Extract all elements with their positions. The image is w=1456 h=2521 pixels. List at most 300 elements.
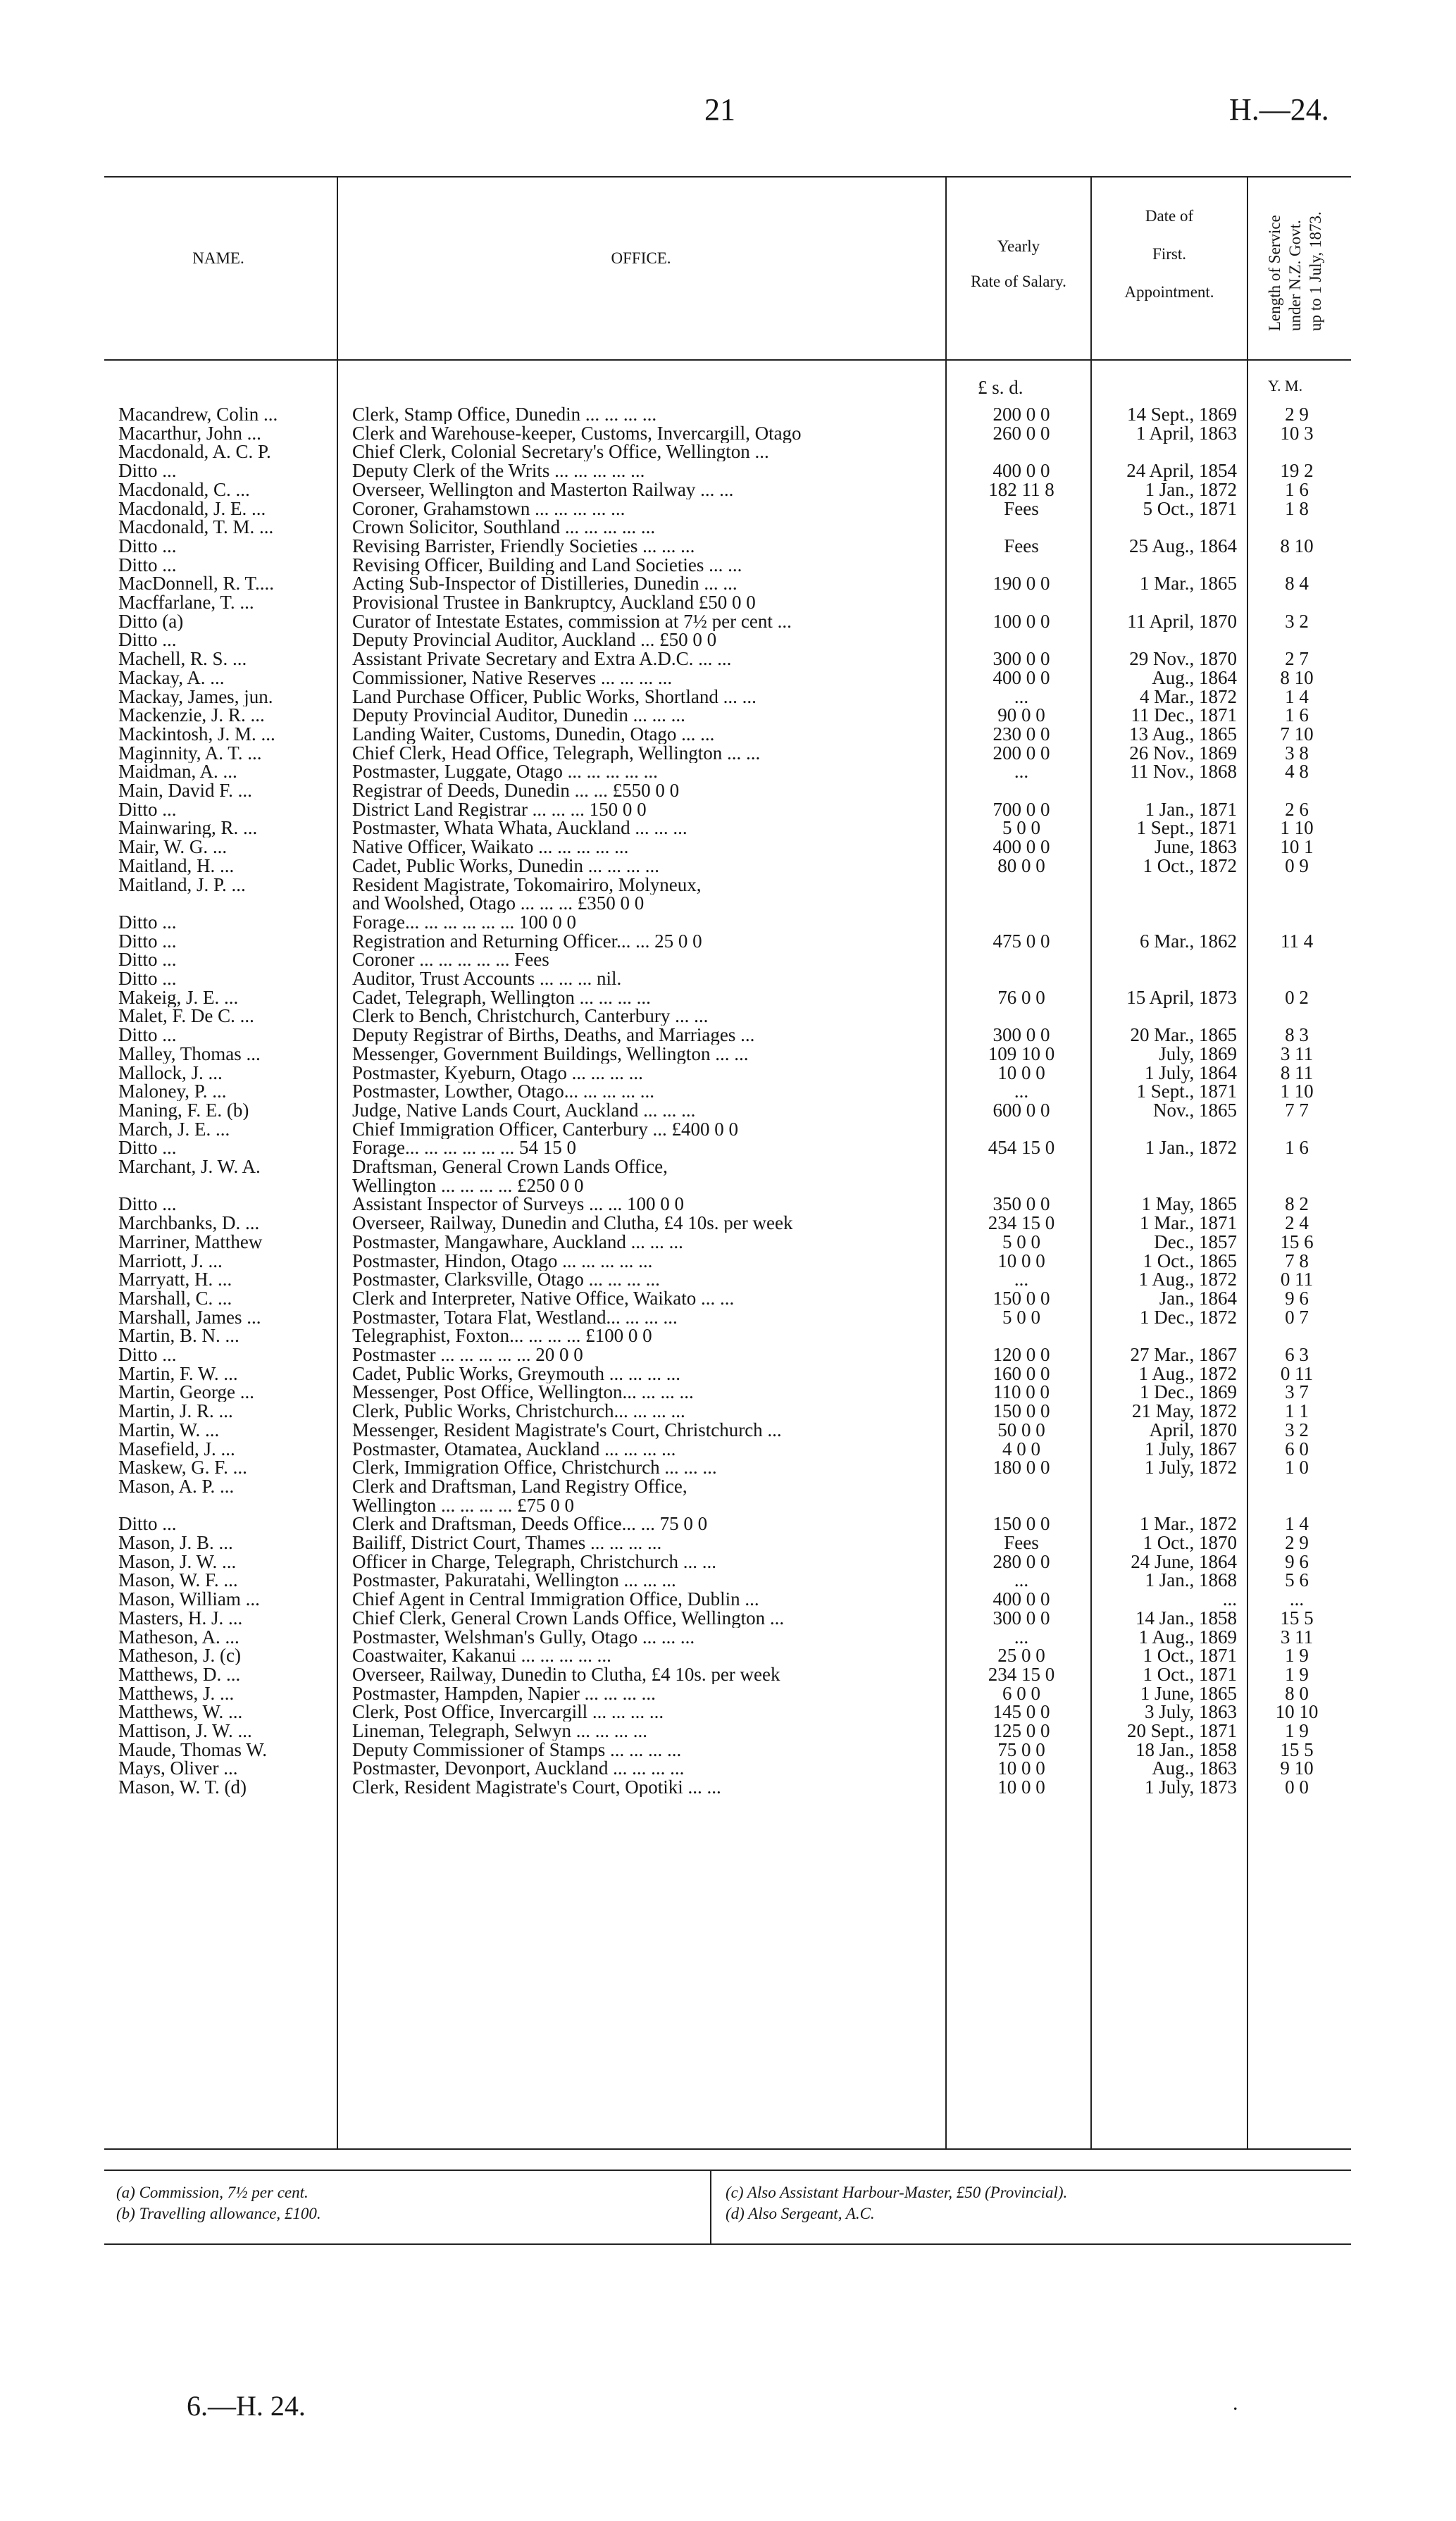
office-title: Postmaster, Devonport, Auckland ... ... ... ... <box>352 1759 685 1779</box>
employee-name: Martin, F. W. ... <box>118 1364 238 1383</box>
employee-name: Masefield, J. ... <box>118 1439 235 1459</box>
appointment-date: 1 May, 1865 <box>1141 1193 1237 1215</box>
table-row <box>0 574 1456 593</box>
employee-name: Macdonald, J. E. ... <box>118 499 266 518</box>
appointment-date: 1 July, 1873 <box>1144 1776 1237 1798</box>
table-row <box>0 1514 1456 1533</box>
table-row <box>0 1571 1456 1590</box>
office-title: Coroner, Grahamstown ... ... ... ... ... <box>352 499 626 518</box>
salary-value: Fees <box>1004 1532 1039 1553</box>
service-length: 0 11 <box>1280 1362 1314 1384</box>
appointment-date: 1 Aug., 1869 <box>1138 1626 1237 1648</box>
office-title: Cadet, Public Works, Greymouth ... ... ... ... <box>352 1364 681 1383</box>
salary-value: 300 0 0 <box>993 1024 1050 1046</box>
table-row <box>0 1364 1456 1383</box>
table-row <box>0 1552 1456 1571</box>
header-office: OFFICE. <box>611 249 671 267</box>
appointment-date: 1 Oct., 1865 <box>1143 1250 1237 1271</box>
appointment-date: Aug., 1863 <box>1152 1757 1237 1779</box>
office-title: Telegraphist, Foxton... ... ... ... £100 0 0 <box>352 1326 652 1346</box>
table-row <box>0 1440 1456 1459</box>
table-row <box>0 537 1456 556</box>
office-title: Chief Clerk, Head Office, Telegraph, Wellington ... ... <box>352 743 761 763</box>
appointment-date: July, 1869 <box>1159 1042 1237 1064</box>
employee-name: Ditto ... <box>118 799 177 819</box>
service-length: 1 9 <box>1285 1720 1309 1741</box>
office-title: Chief Clerk, Colonial Secretary's Office, Wellington ... <box>352 442 769 462</box>
appointment-date: 18 Jan., 1858 <box>1135 1738 1237 1760</box>
table-row <box>0 461 1456 480</box>
office-title: Postmaster, Hindon, Otago ... ... ... ... ... <box>352 1251 653 1271</box>
salary-value: 145 0 0 <box>993 1701 1050 1723</box>
office-title: Lineman, Telegraph, Selwyn ... ... ... ... <box>352 1722 648 1741</box>
footnote-d: (d) Also Sergeant, A.C. <box>726 2205 875 2222</box>
salary-value: 10 0 0 <box>997 1062 1045 1083</box>
office-title: Overseer, Railway, Dunedin and Clutha, £4 10s. per week <box>352 1214 793 1233</box>
table-row <box>0 781 1456 800</box>
employee-name: Macdonald, C. ... <box>118 480 250 499</box>
salary-value: 75 0 0 <box>997 1738 1045 1760</box>
service-length: 1 10 <box>1280 1081 1314 1102</box>
service-length: 3 7 <box>1285 1381 1309 1403</box>
appointment-date: 1 Sept., 1871 <box>1136 1081 1237 1102</box>
salary-value: 10 0 0 <box>997 1757 1045 1779</box>
salary-value: 234 15 0 <box>988 1663 1055 1685</box>
employee-name: Mackintosh, J. M. ... <box>118 724 275 744</box>
table-row <box>0 800 1456 819</box>
service-length: 0 9 <box>1285 854 1309 876</box>
time-units: Y. M. <box>1268 377 1303 394</box>
employee-name: Mason, W. T. (d) <box>118 1778 247 1798</box>
office-title: Forage... ... ... ... ... ... 54 15 0 <box>352 1138 576 1158</box>
office-title: Clerk, Immigration Office, Christchurch ... ... ... <box>352 1458 717 1478</box>
salary-value: 300 0 0 <box>993 1607 1050 1629</box>
office-title: Native Officer, Waikato ... ... ... ... ... <box>352 838 629 857</box>
footnote-a: (a) Commission, 7½ per cent. <box>116 2184 309 2201</box>
employee-name: Makeig, J. E. ... <box>118 988 239 1007</box>
employee-name: Mallock, J. ... <box>118 1063 223 1083</box>
employee-name: Ditto ... <box>118 536 177 556</box>
service-length: 1 9 <box>1285 1663 1309 1685</box>
appointment-date: 25 Aug., 1864 <box>1128 535 1237 556</box>
footnote-c: (c) Also Assistant Harbour-Master, £50 (Provincial). <box>726 2184 1068 2201</box>
service-length: 15 5 <box>1280 1607 1314 1629</box>
salary-value: 400 0 0 <box>993 666 1050 688</box>
service-length: 2 7 <box>1285 648 1309 670</box>
service-length: 10 3 <box>1280 422 1314 444</box>
salary-value: 260 0 0 <box>993 422 1050 444</box>
employee-name: Ditto ... <box>118 1345 177 1364</box>
service-length: 2 9 <box>1285 404 1309 425</box>
service-length: 19 2 <box>1280 460 1314 482</box>
salary-value: 475 0 0 <box>993 930 1050 952</box>
table-row <box>0 668 1456 687</box>
appointment-date: 1 Sept., 1871 <box>1136 817 1237 839</box>
service-length: 4 8 <box>1285 761 1309 783</box>
header-name: NAME. <box>192 249 244 267</box>
office-title: Assistant Inspector of Surveys ... ... 100 0 0 <box>352 1195 684 1214</box>
header-date-line3: Appointment. <box>1124 283 1214 301</box>
table-row <box>0 1270 1456 1289</box>
salary-value: 230 0 0 <box>993 723 1050 745</box>
employee-name: Machell, R. S. ... <box>118 649 247 669</box>
table-row <box>0 1252 1456 1271</box>
office-title: Wellington ... ... ... ... £250 0 0 <box>352 1176 584 1195</box>
header-salary-line1: Yearly <box>997 237 1040 255</box>
employee-name: Mackay, James, jun. <box>118 687 273 706</box>
table-row <box>0 1533 1456 1552</box>
appointment-date: 6 Mar., 1862 <box>1140 930 1237 952</box>
office-title: Bailiff, District Court, Thames ... ... ... ... <box>352 1533 662 1552</box>
office-title: Auditor, Trust Accounts ... ... ... nil. <box>352 969 622 988</box>
header-service-line3: up to 1 July, 1873. <box>1307 211 1324 331</box>
appointment-date: 1 Oct., 1872 <box>1143 854 1237 876</box>
salary-value: 6 0 0 <box>1002 1682 1040 1704</box>
employee-name: Masters, H. J. ... <box>118 1608 243 1628</box>
service-length: 0 0 <box>1285 1776 1309 1798</box>
appointment-date: 1 Jan., 1868 <box>1145 1569 1237 1591</box>
table-row <box>0 1082 1456 1101</box>
office-title: Registration and Returning Officer... ... 25 0 0 <box>352 931 702 951</box>
table-row <box>0 1703 1456 1722</box>
service-length: 0 2 <box>1285 986 1309 1008</box>
table-row <box>0 1007 1456 1026</box>
table-row <box>0 1383 1456 1402</box>
office-title: Clerk, Post Office, Invercargill ... ... ... ... <box>352 1703 664 1722</box>
salary-value: ... <box>1014 761 1029 783</box>
office-title: Deputy Clerk of the Writs ... ... ... ... ... <box>352 461 645 481</box>
stray-mark: . <box>1233 2391 1238 2415</box>
service-length: 8 0 <box>1285 1682 1309 1704</box>
appointment-date: 15 April, 1873 <box>1126 986 1237 1008</box>
appointment-date: 14 Sept., 1869 <box>1126 404 1237 425</box>
employee-name: Maitland, H. ... <box>118 856 235 876</box>
service-length: 1 4 <box>1285 1513 1309 1535</box>
appointment-date: 26 Nov., 1869 <box>1129 742 1237 764</box>
office-title: Clerk and Warehouse-keeper, Customs, Invercargill, Otago <box>352 423 802 443</box>
employee-name: Marriott, J. ... <box>118 1251 223 1271</box>
table-row <box>0 1778 1456 1797</box>
table-row <box>0 1458 1456 1477</box>
office-title: Postmaster ... ... ... ... ... 20 0 0 <box>352 1345 583 1364</box>
service-length: 6 3 <box>1285 1344 1309 1365</box>
appointment-date: 24 April, 1854 <box>1126 460 1237 482</box>
table-row <box>0 1233 1456 1252</box>
office-title: Draftsman, General Crown Lands Office, <box>352 1157 668 1176</box>
employee-name: Ditto ... <box>118 969 177 988</box>
appointment-date: April, 1870 <box>1149 1419 1237 1440</box>
table-row <box>0 1759 1456 1778</box>
appointment-date: 1 June, 1865 <box>1140 1682 1237 1704</box>
office-title: Postmaster, Luggate, Otago ... ... ... ... ... <box>352 762 658 782</box>
office-title: Registrar of Deeds, Dunedin ... ... £550 0 0 <box>352 781 680 800</box>
table-row <box>0 556 1456 575</box>
employee-name: Martin, J. R. ... <box>118 1402 233 1421</box>
appointment-date: Aug., 1864 <box>1152 666 1237 688</box>
header-salary-line2: Rate of Salary. <box>971 273 1066 290</box>
employee-name: Ditto ... <box>118 1195 177 1214</box>
header-salary <box>947 229 1090 299</box>
salary-value: 190 0 0 <box>993 573 1050 595</box>
footnote-bottom-rule <box>104 2243 1351 2245</box>
appointment-date: 20 Sept., 1871 <box>1126 1720 1237 1741</box>
appointment-date: Jan., 1864 <box>1159 1287 1237 1309</box>
appointment-date: 1 Jan., 1872 <box>1145 478 1237 500</box>
service-length: 11 4 <box>1280 930 1314 952</box>
office-title: Clerk, Public Works, Christchurch... ... ... ... <box>352 1402 685 1421</box>
table-row <box>0 612 1456 631</box>
employee-name: Mackay, A. ... <box>118 668 225 687</box>
footer-signature: 6.—H. 24. <box>187 2390 306 2422</box>
salary-value: 120 0 0 <box>993 1344 1050 1365</box>
table-row <box>0 969 1456 988</box>
office-title: Postmaster, Totara Flat, Westland... ... ... ... <box>352 1307 678 1327</box>
table-row <box>0 630 1456 649</box>
employee-name: Ditto ... <box>118 1514 177 1534</box>
table-row <box>0 499 1456 518</box>
appointment-date: 1 Jan., 1872 <box>1145 1137 1237 1159</box>
table-row <box>0 1308 1456 1327</box>
table-row <box>0 1628 1456 1647</box>
salary-value: 700 0 0 <box>993 798 1050 820</box>
service-length: 3 11 <box>1280 1626 1314 1648</box>
header-date-line2: First. <box>1152 245 1186 263</box>
office-title: Deputy Registrar of Births, Deaths, and Marriages ... <box>352 1026 755 1045</box>
employee-name: Mason, William ... <box>118 1590 260 1610</box>
salary-value: 150 0 0 <box>993 1513 1050 1535</box>
service-length: 8 10 <box>1280 666 1314 688</box>
service-length: 1 6 <box>1285 478 1309 500</box>
office-title: Clerk to Bench, Christchurch, Canterbury ... ... <box>352 1007 709 1026</box>
salary-value: 110 0 0 <box>993 1381 1050 1403</box>
table-row <box>0 1402 1456 1421</box>
employee-name: Malley, Thomas ... <box>118 1044 261 1064</box>
salary-value: 10 0 0 <box>997 1250 1045 1271</box>
header-rule <box>104 359 1351 361</box>
header-service-line1: Length of Service <box>1266 215 1283 331</box>
salary-value: 454 15 0 <box>988 1137 1055 1159</box>
employee-name: Maude, Thomas W. <box>118 1740 267 1760</box>
salary-value: 182 11 8 <box>988 478 1054 500</box>
service-length: 15 6 <box>1280 1231 1314 1252</box>
employee-name: Mason, W. F. ... <box>118 1571 238 1591</box>
office-title: Postmaster, Clarksville, Otago ... ... ... ... <box>352 1270 660 1290</box>
employee-name: Marshall, C. ... <box>118 1288 232 1308</box>
salary-value: ... <box>1014 1569 1029 1591</box>
salary-value: 234 15 0 <box>988 1212 1055 1234</box>
office-title: Forage... ... ... ... ... ... 100 0 0 <box>352 912 576 932</box>
salary-value: Fees <box>1004 497 1039 519</box>
service-length: 1 6 <box>1285 1137 1309 1159</box>
office-title: Deputy Provincial Auditor, Dunedin ... ... ... <box>352 706 685 726</box>
table-top-rule <box>104 176 1351 178</box>
appointment-date: 1 Dec., 1869 <box>1140 1381 1237 1403</box>
employee-name: Mason, J. W. ... <box>118 1552 237 1571</box>
table-row <box>0 649 1456 668</box>
table-row <box>0 1042 1456 1064</box>
appointment-date: 1 Aug., 1872 <box>1138 1362 1237 1384</box>
page-number: 21 <box>704 92 735 127</box>
office-title: Land Purchase Officer, Public Works, Shortland ... ... <box>352 687 757 706</box>
service-length: 10 10 <box>1275 1701 1319 1723</box>
appointment-date: 11 April, 1870 <box>1127 610 1237 632</box>
employee-name: Ditto ... <box>118 461 177 481</box>
employee-name: Mattison, J. W. ... <box>118 1722 252 1741</box>
appointment-date: 1 July, 1872 <box>1144 1457 1237 1479</box>
office-title: Chief Immigration Officer, Canterbury ... £400 0 0 <box>352 1119 739 1139</box>
salary-value: 76 0 0 <box>997 986 1045 1008</box>
table-row <box>0 838 1456 857</box>
employee-name: Main, David F. ... <box>118 781 252 800</box>
employee-name: Marchbanks, D. ... <box>118 1214 260 1233</box>
service-length: 9 6 <box>1285 1550 1309 1572</box>
office-title: Messenger, Post Office, Wellington... ... ... ... <box>352 1383 694 1402</box>
employee-name: Ditto (a) <box>118 611 184 631</box>
table-row <box>0 1120 1456 1139</box>
table-row <box>0 706 1456 725</box>
employee-name: Matthews, D. ... <box>118 1664 241 1684</box>
service-length: 8 3 <box>1285 1024 1309 1046</box>
salary-value: ... <box>1014 685 1029 707</box>
footnote-b: (b) Travelling allowance, £100. <box>116 2205 321 2222</box>
service-length: 8 10 <box>1280 535 1314 556</box>
employee-name: Maginnity, A. T. ... <box>118 743 262 763</box>
service-length: 2 6 <box>1285 798 1309 820</box>
service-length: 5 6 <box>1285 1569 1309 1591</box>
office-title: Acting Sub-Inspector of Distilleries, Dunedin ... ... <box>352 574 738 594</box>
office-title: Clerk and Draftsman, Land Registry Office, <box>352 1476 687 1496</box>
office-title: Coroner ... ... ... ... ... Fees <box>352 950 549 970</box>
office-title: Coastwaiter, Kakanui ... ... ... ... ... <box>352 1646 611 1666</box>
service-length: 7 8 <box>1285 1250 1309 1271</box>
office-title: Postmaster, Welshman's Gully, Otago ... ... ... <box>352 1627 695 1647</box>
employee-name: Ditto ... <box>118 1138 177 1158</box>
table-row <box>0 1590 1456 1609</box>
appointment-date: 13 Aug., 1865 <box>1128 723 1237 745</box>
employee-name: Matheson, J. (c) <box>118 1646 241 1666</box>
table-row <box>0 1064 1456 1083</box>
service-length: 1 9 <box>1285 1645 1309 1667</box>
table-row <box>0 1289 1456 1308</box>
office-title: Commissioner, Native Reserves ... ... ... ... <box>352 668 673 687</box>
employee-name: Mackenzie, J. R. ... <box>118 706 265 726</box>
employee-name: Mason, A. P. ... <box>118 1476 235 1496</box>
office-title: Cadet, Public Works, Dunedin ... ... ... ... <box>352 856 660 876</box>
salary-value: 350 0 0 <box>993 1193 1050 1215</box>
service-length: 3 2 <box>1285 610 1309 632</box>
appointment-date: ... <box>1222 1588 1237 1610</box>
appointment-date: 1 Aug., 1872 <box>1138 1269 1237 1290</box>
salary-value: 160 0 0 <box>993 1362 1050 1384</box>
salary-value: 5 0 0 <box>1002 817 1040 839</box>
office-title: Overseer, Railway, Dunedin to Clutha, £4 10s. per week <box>352 1664 780 1684</box>
service-length: 8 11 <box>1280 1062 1314 1083</box>
table-row <box>0 1138 1456 1157</box>
table-row <box>0 932 1456 951</box>
employee-name: Mason, J. B. ... <box>118 1533 233 1552</box>
appointment-date: Nov., 1865 <box>1153 1099 1237 1121</box>
salary-value: 80 0 0 <box>997 854 1045 876</box>
appointment-date: 27 Mar., 1867 <box>1130 1344 1237 1365</box>
salary-value: ... <box>1014 1269 1029 1290</box>
service-length: 1 8 <box>1285 497 1309 519</box>
document-reference: H.—24. <box>1229 92 1329 127</box>
office-title: Judge, Native Lands Court, Auckland ... ... ... <box>352 1100 696 1120</box>
office-title: Deputy Provincial Auditor, Auckland ... £50 0 0 <box>352 630 717 650</box>
salary-value: 600 0 0 <box>993 1099 1050 1121</box>
service-length: 3 11 <box>1280 1042 1314 1064</box>
appointment-date: 3 July, 1863 <box>1144 1701 1237 1723</box>
salary-value: 90 0 0 <box>997 704 1045 726</box>
footnote-rule <box>104 2170 1351 2171</box>
appointment-date: 11 Dec., 1871 <box>1131 704 1237 726</box>
appointment-date: 1 Mar., 1872 <box>1140 1513 1237 1535</box>
office-title: Revising Officer, Building and Land Societies ... ... <box>352 555 742 575</box>
office-title: Clerk, Resident Magistrate's Court, Opotiki ... ... <box>352 1778 721 1798</box>
employee-name: March, J. E. ... <box>118 1119 230 1139</box>
appointment-date: 21 May, 1872 <box>1132 1400 1237 1422</box>
service-length: 9 10 <box>1280 1757 1314 1779</box>
office-title: Messenger, Government Buildings, Wellington ... ... <box>352 1044 749 1064</box>
salary-value: 200 0 0 <box>993 404 1050 425</box>
appointment-date: 1 Oct., 1871 <box>1143 1663 1237 1685</box>
service-length: 15 5 <box>1280 1738 1314 1760</box>
employee-name: Ditto ... <box>118 630 177 650</box>
office-title: Postmaster, Lowther, Otago... ... ... ... ... <box>352 1082 655 1102</box>
office-title: Messenger, Resident Magistrate's Court, Christchurch ... <box>352 1420 782 1440</box>
office-title: Officer in Charge, Telegraph, Christchurch ... ... <box>352 1552 716 1571</box>
employee-name: Maitland, J. P. ... <box>118 875 246 895</box>
salary-value: ... <box>1014 1081 1029 1102</box>
header-service-line2: under N.Z. Govt. <box>1286 220 1304 331</box>
table-row <box>0 442 1456 461</box>
table-row <box>0 518 1456 537</box>
table-bottom-rule <box>104 2148 1351 2150</box>
service-length: 7 7 <box>1285 1099 1309 1121</box>
employee-name: Matheson, A. ... <box>118 1627 239 1647</box>
employee-name: Marryatt, H. ... <box>118 1270 232 1290</box>
office-title: Postmaster, Kyeburn, Otago ... ... ... ... <box>352 1063 643 1083</box>
appointment-date: 1 Jan., 1871 <box>1145 798 1237 820</box>
appointment-date: 1 July, 1864 <box>1144 1062 1237 1083</box>
header-service <box>1264 169 1326 331</box>
service-length: 0 7 <box>1285 1306 1309 1328</box>
office-title: Crown Solicitor, Southland ... ... ... ... ... <box>352 518 656 537</box>
office-title: Cadet, Telegraph, Wellington ... ... ... ... <box>352 988 651 1007</box>
table-row <box>0 1646 1456 1665</box>
service-length: 6 0 <box>1285 1438 1309 1459</box>
appointment-date: 24 June, 1864 <box>1131 1550 1237 1572</box>
employee-name: Ditto ... <box>118 950 177 970</box>
appointment-date: 1 Dec., 1872 <box>1140 1306 1237 1328</box>
appointment-date: 29 Nov., 1870 <box>1129 648 1237 670</box>
table-row <box>0 762 1456 781</box>
table-row <box>0 894 1456 913</box>
salary-value: 400 0 0 <box>993 836 1050 858</box>
employee-name: Macandrew, Colin ... <box>118 405 278 424</box>
employee-name: Macffarlane, T. ... <box>118 593 254 612</box>
salary-value: 180 0 0 <box>993 1457 1050 1479</box>
office-title: Curator of Intestate Estates, commission at 7½ per cent ... <box>352 611 792 631</box>
table-row <box>0 1722 1456 1741</box>
table-row <box>0 1345 1456 1364</box>
appointment-date: 1 Mar., 1865 <box>1140 573 1237 595</box>
table-row <box>0 1101 1456 1120</box>
employee-name: Maloney, P. ... <box>118 1082 227 1102</box>
table-row <box>0 1026 1456 1045</box>
salary-value: Fees <box>1004 535 1039 556</box>
salary-value: 200 0 0 <box>993 742 1050 764</box>
